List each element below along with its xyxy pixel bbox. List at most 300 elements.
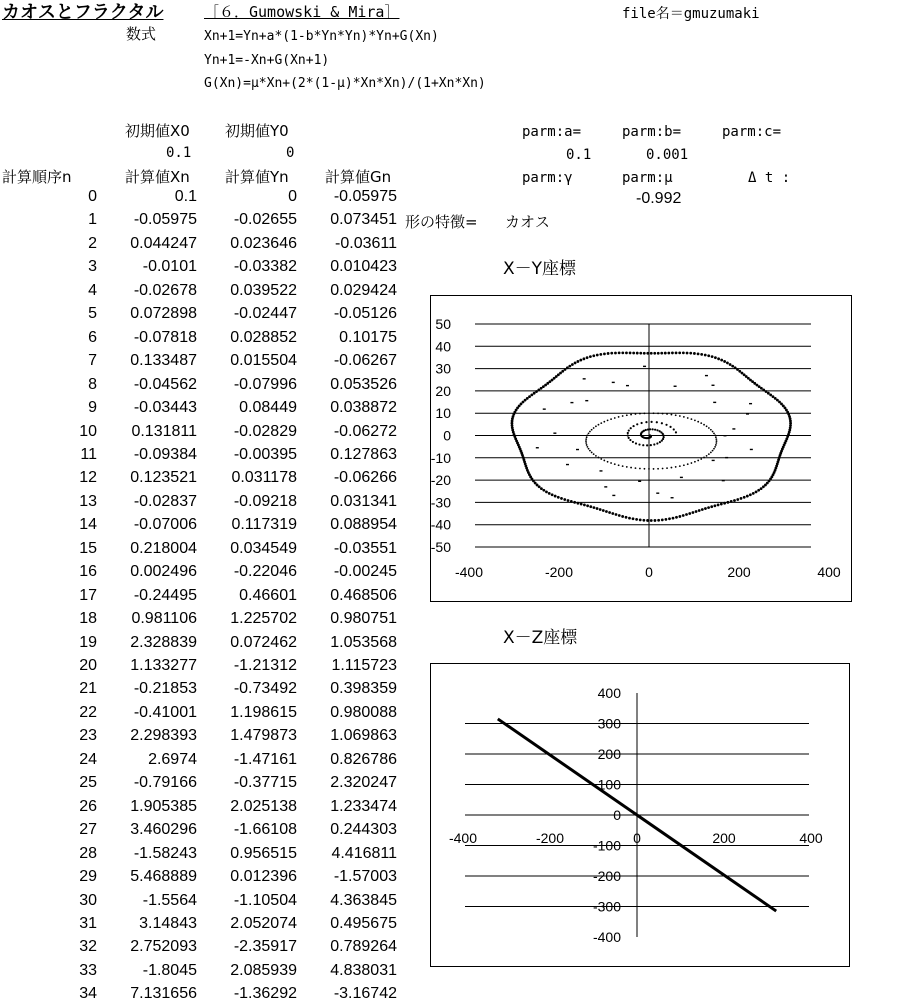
data-point (593, 427, 595, 429)
data-point (743, 373, 746, 376)
data-point (622, 415, 624, 417)
data-point (656, 429, 658, 431)
cell-yn: -1.47161 (233, 750, 297, 768)
data-point (618, 514, 621, 517)
data-point (543, 408, 546, 409)
cell-n: 2 (88, 234, 97, 252)
chart-xy-title: X－Y座標 (503, 259, 577, 279)
cell-xn: 1.905385 (130, 797, 197, 815)
data-point (715, 436, 717, 438)
data-point (566, 464, 569, 465)
data-point (642, 519, 645, 522)
cell-yn: 2.025138 (230, 797, 297, 815)
data-point (675, 516, 678, 519)
data-point (646, 519, 649, 522)
cell-gn: 1.069863 (330, 727, 397, 745)
data-point (535, 390, 538, 393)
data-point (725, 457, 728, 458)
formula-line: G(Xn)=μ*Xn+(2*(1-μ)*Xn*Xn)/(1+Xn*Xn) (204, 76, 486, 91)
data-point (723, 360, 726, 363)
cell-xn: 7.131656 (130, 985, 197, 1002)
data-point (715, 444, 717, 446)
data-point (603, 352, 606, 355)
data-point (615, 513, 618, 516)
data-point (650, 352, 653, 355)
data-point (650, 519, 653, 522)
cell-yn: 0.072462 (230, 633, 297, 651)
data-point (542, 385, 545, 388)
data-point (542, 489, 545, 492)
cell-n: 27 (79, 821, 97, 839)
table-header-yn: 計算値Yn (225, 168, 289, 186)
cell-yn: 0.034549 (230, 539, 297, 557)
data-point (710, 429, 712, 431)
data-point (553, 432, 556, 433)
data-point (769, 393, 772, 396)
data-point (774, 397, 777, 400)
data-point (717, 504, 720, 507)
y-tick-label: -10 (431, 449, 451, 466)
data-point (614, 463, 616, 465)
cell-n: 19 (79, 633, 97, 651)
cell-xn: -1.8045 (142, 961, 197, 979)
cell-xn: -1.5564 (142, 891, 197, 909)
data-point (706, 455, 708, 457)
cell-xn: 2.298393 (130, 727, 197, 745)
data-point (716, 440, 718, 442)
data-point (711, 385, 714, 386)
data-point (591, 452, 593, 454)
chart-xz-title: X－Z座標 (503, 628, 578, 648)
data-point (679, 415, 681, 417)
chart-xy-plot (431, 296, 851, 601)
data-point (694, 419, 696, 421)
cell-xn: -0.79166 (133, 774, 197, 792)
param-mu-label: parm:μ (622, 170, 673, 186)
data-point (649, 428, 651, 430)
cell-gn: -0.03551 (333, 539, 397, 557)
data-point (706, 425, 708, 427)
data-point (749, 493, 752, 496)
data-point (629, 352, 632, 355)
data-point (533, 392, 536, 395)
data-point (765, 390, 768, 393)
data-point (723, 435, 726, 436)
cell-xn: -0.07818 (133, 328, 197, 346)
data-point (635, 467, 637, 469)
data-point (639, 352, 642, 355)
data-point (707, 354, 710, 357)
data-point (762, 389, 765, 392)
data-point (607, 461, 609, 463)
cell-yn: -0.73492 (233, 680, 297, 698)
cell-yn: 0.028852 (230, 328, 297, 346)
chart-xz-plot (431, 664, 849, 966)
data-point (762, 485, 765, 488)
cell-xn: -0.24495 (133, 586, 197, 604)
cell-gn: -0.05975 (333, 188, 397, 205)
data-point (612, 382, 615, 383)
file-name-label: file名＝gmuzumaki (622, 6, 760, 22)
data-point (723, 502, 726, 505)
cell-xn: 0.044247 (130, 234, 197, 252)
data-point (750, 449, 753, 450)
data-point (657, 352, 660, 355)
data-point (665, 518, 668, 521)
cell-xn: 5.468889 (130, 868, 197, 886)
y-tick-label: 10 (435, 405, 451, 422)
data-point (691, 418, 693, 420)
data-point (586, 444, 588, 446)
data-point (786, 435, 789, 438)
data-point (628, 429, 630, 431)
data-point (564, 368, 567, 371)
data-point (610, 462, 612, 464)
data-point (561, 370, 564, 373)
cell-n: 0 (88, 188, 97, 205)
data-point (530, 393, 533, 396)
cell-gn: 0.826786 (330, 750, 397, 768)
cell-yn: 0 (288, 188, 297, 205)
y-tick-label: 0 (443, 427, 451, 444)
init-y0-value[interactable]: 0 (286, 145, 295, 161)
data-point (588, 432, 590, 434)
data-point (659, 441, 661, 443)
data-point (671, 352, 674, 355)
data-point (689, 352, 692, 355)
cell-yn: 0.117319 (231, 516, 297, 534)
cell-yn: 0.012396 (230, 868, 297, 886)
data-point (598, 457, 600, 459)
data-point (671, 414, 673, 416)
data-point (661, 440, 663, 442)
cell-n: 17 (79, 586, 97, 604)
data-point (749, 403, 752, 404)
data-point (654, 429, 656, 431)
data-point (686, 352, 689, 355)
cell-yn: -1.21312 (233, 657, 297, 674)
cell-n: 13 (79, 492, 97, 510)
data-point (730, 500, 733, 503)
cell-yn: 0.039522 (230, 281, 297, 299)
cell-xn: 2.6974 (148, 750, 197, 768)
data-point (653, 412, 655, 414)
y-tick-label: -20 (431, 472, 451, 489)
data-point (667, 352, 670, 355)
data-point (646, 444, 648, 446)
data-point (639, 518, 642, 521)
cell-xn: 2.752093 (130, 938, 197, 956)
data-point (671, 467, 673, 469)
data-point (608, 511, 611, 514)
data-point (661, 518, 664, 521)
cell-gn: 0.010423 (330, 258, 397, 276)
data-point (726, 362, 729, 365)
data-point (632, 517, 635, 520)
cell-yn: 1.479873 (230, 727, 297, 745)
data-point (733, 499, 736, 502)
cell-gn: 4.416811 (331, 844, 397, 862)
cell-gn: 1.115723 (331, 657, 397, 674)
data-point (778, 401, 781, 404)
data-point (776, 399, 779, 402)
chart-xz[interactable] (430, 663, 850, 967)
data-point (585, 438, 587, 440)
cell-gn: -0.06272 (333, 422, 397, 440)
cell-xn: 0.218004 (130, 539, 197, 557)
y-tick-label: 200 (597, 746, 621, 762)
y-tick-label: -30 (431, 494, 451, 511)
data-point (697, 460, 699, 462)
data-point (536, 484, 539, 487)
data-point (664, 352, 667, 355)
cell-n: 1 (88, 211, 97, 229)
cell-n: 24 (79, 750, 97, 768)
cell-n: 31 (79, 914, 97, 932)
cell-yn: -1.10504 (233, 891, 297, 909)
cell-gn: 0.029424 (330, 281, 397, 299)
cell-gn: 0.244303 (330, 821, 397, 839)
data-point (630, 467, 632, 469)
data-point (736, 498, 739, 501)
data-point (593, 506, 596, 509)
data-point (526, 397, 529, 400)
data-point (589, 505, 592, 508)
data-point (666, 413, 668, 415)
data-point (669, 426, 671, 428)
cell-n: 10 (79, 422, 97, 440)
cell-yn: -2.35917 (233, 938, 297, 956)
cell-xn: 3.14843 (139, 914, 197, 932)
cell-yn: -0.09218 (233, 492, 297, 510)
cell-yn: -1.66108 (233, 821, 297, 839)
data-point (618, 351, 621, 354)
data-point (767, 392, 770, 395)
data-point (682, 514, 685, 517)
data-point (713, 432, 715, 434)
data-point (545, 490, 548, 493)
x-tick-label: 400 (799, 830, 823, 846)
data-point (695, 510, 698, 513)
data-point (678, 515, 681, 518)
feature-label: 形の特徴= (405, 213, 478, 231)
y-tick-label: -50 (431, 539, 451, 555)
data-point (712, 431, 714, 433)
table-header-xn: 計算値Xn (125, 168, 190, 186)
cell-yn: 0.46601 (239, 586, 297, 604)
cell-gn: 0.031341 (330, 492, 397, 510)
data-point (720, 359, 723, 362)
data-point (540, 387, 543, 390)
data-point (691, 462, 693, 464)
data-point (625, 351, 628, 354)
data-point (700, 422, 702, 424)
data-point (585, 440, 587, 442)
cell-n: 28 (79, 844, 97, 862)
cell-n: 11 (80, 445, 97, 463)
data-point (683, 464, 685, 466)
data-point (612, 495, 615, 496)
data-point (621, 515, 624, 518)
data-point (755, 490, 758, 493)
y-tick-label: -300 (592, 898, 621, 915)
cell-xn: 3.460296 (130, 821, 197, 839)
cell-xn: 0.131811 (131, 422, 197, 440)
data-point (583, 378, 586, 379)
param-b-value[interactable]: 0.001 (646, 147, 689, 163)
cell-xn: -0.41001 (133, 703, 197, 721)
cell-gn: 0.053526 (330, 375, 397, 393)
data-point (585, 400, 588, 401)
data-point (611, 512, 614, 515)
init-x0-label: 初期値X0 (125, 122, 190, 140)
cell-yn: 1.225702 (230, 610, 297, 628)
cell-yn: 1.198615 (230, 703, 297, 721)
data-point (587, 446, 589, 448)
data-point (654, 519, 657, 522)
data-point (626, 466, 628, 468)
data-point (665, 424, 667, 426)
data-point (743, 496, 746, 499)
cell-n: 14 (79, 516, 97, 534)
cell-gn: 1.053568 (330, 633, 397, 651)
data-point (653, 443, 655, 445)
cell-yn: 0.956515 (230, 844, 297, 862)
y-tick-label: -400 (592, 929, 621, 945)
data-point (668, 517, 671, 520)
data-point (560, 497, 563, 500)
data-point (626, 385, 629, 386)
data-point (703, 457, 705, 459)
data-point (635, 413, 637, 415)
data-point (548, 492, 551, 495)
data-point (640, 422, 642, 424)
y-tick-label: 100 (597, 776, 621, 793)
data-point (644, 468, 646, 470)
cell-xn: -0.04562 (133, 375, 197, 393)
data-point (580, 503, 583, 506)
data-point (563, 498, 566, 501)
data-point (701, 508, 704, 511)
data-point (630, 414, 632, 416)
cell-n: 9 (88, 399, 97, 417)
cell-n: 8 (88, 375, 97, 393)
data-point (711, 355, 714, 358)
x-tick-label: 200 (712, 830, 736, 846)
data-point (627, 432, 629, 434)
init-x0-value[interactable]: 0.1 (166, 145, 192, 161)
data-point (673, 428, 675, 430)
cell-gn: 4.838031 (330, 961, 397, 979)
data-point (537, 389, 540, 392)
data-point (538, 485, 541, 488)
x-tick-label: -200 (535, 830, 565, 846)
data-point (656, 442, 658, 444)
data-point (772, 395, 775, 398)
data-point (596, 354, 599, 357)
cell-gn: 0.038872 (330, 399, 397, 417)
data-point (652, 428, 654, 430)
cell-n: 15 (79, 539, 97, 557)
data-point (656, 492, 659, 493)
data-point (551, 493, 554, 496)
cell-gn: -0.06267 (333, 352, 397, 370)
data-point (599, 353, 602, 356)
data-point (638, 443, 640, 445)
data-point (738, 370, 741, 373)
cell-gn: 0.073451 (330, 211, 397, 229)
data-point (722, 480, 725, 481)
data-point (618, 464, 620, 466)
cell-n: 33 (79, 961, 97, 979)
cell-xn: -0.07006 (133, 516, 197, 534)
data-point (704, 354, 707, 357)
cell-n: 16 (79, 563, 97, 581)
data-point (700, 458, 702, 460)
y-tick-label: 400 (597, 685, 621, 701)
param-dt-label: Δ t : (748, 170, 791, 186)
cell-n: 30 (79, 891, 97, 909)
data-point (586, 504, 589, 507)
data-point (713, 504, 716, 507)
cell-xn: -1.58243 (133, 844, 197, 862)
data-point (656, 421, 658, 423)
cell-yn: -0.02655 (233, 211, 297, 229)
data-point (571, 363, 574, 366)
data-point (621, 351, 624, 354)
data-point (644, 412, 646, 414)
chart-xy[interactable] (430, 295, 852, 602)
data-point (573, 501, 576, 504)
param-a-label: parm:a= (522, 124, 582, 140)
cell-n: 5 (88, 305, 97, 323)
data-point (752, 492, 755, 495)
data-point (632, 352, 635, 355)
param-mu-value[interactable]: -0.992 (636, 190, 682, 207)
data-point (610, 418, 612, 420)
cell-yn: -0.03382 (233, 258, 297, 276)
data-point (710, 505, 713, 508)
data-point (648, 468, 650, 470)
data-point (736, 368, 739, 371)
param-a-value[interactable]: 0.1 (566, 147, 592, 163)
formula-line: Yn+1=-Xn+G(Xn+1) (204, 53, 330, 68)
cell-xn: -0.21853 (133, 680, 197, 698)
cell-xn: -0.0101 (142, 258, 197, 276)
cell-gn: 0.398359 (330, 680, 397, 698)
cell-xn: 0.123521 (130, 469, 197, 487)
cell-yn: 0.08449 (239, 399, 297, 417)
data-point (660, 352, 663, 355)
cell-gn: 1.233474 (330, 797, 397, 815)
x-tick-label: 0 (633, 830, 641, 846)
data-point (626, 414, 628, 416)
data-point (757, 489, 760, 492)
data-point (607, 419, 609, 421)
data-point (589, 431, 591, 433)
cell-yn: 2.085939 (230, 961, 297, 979)
data-point (622, 465, 624, 467)
cell-n: 6 (88, 328, 97, 346)
cell-gn: -0.03611 (335, 234, 397, 252)
formula-line: Xn+1=Yn+a*(1-b*Yn*Yn)*Yn+G(Xn) (204, 29, 439, 44)
data-point (524, 399, 527, 402)
data-point (635, 442, 637, 444)
data-point (705, 375, 708, 376)
data-point (589, 355, 592, 358)
data-point (544, 384, 547, 387)
data-point (650, 444, 652, 446)
